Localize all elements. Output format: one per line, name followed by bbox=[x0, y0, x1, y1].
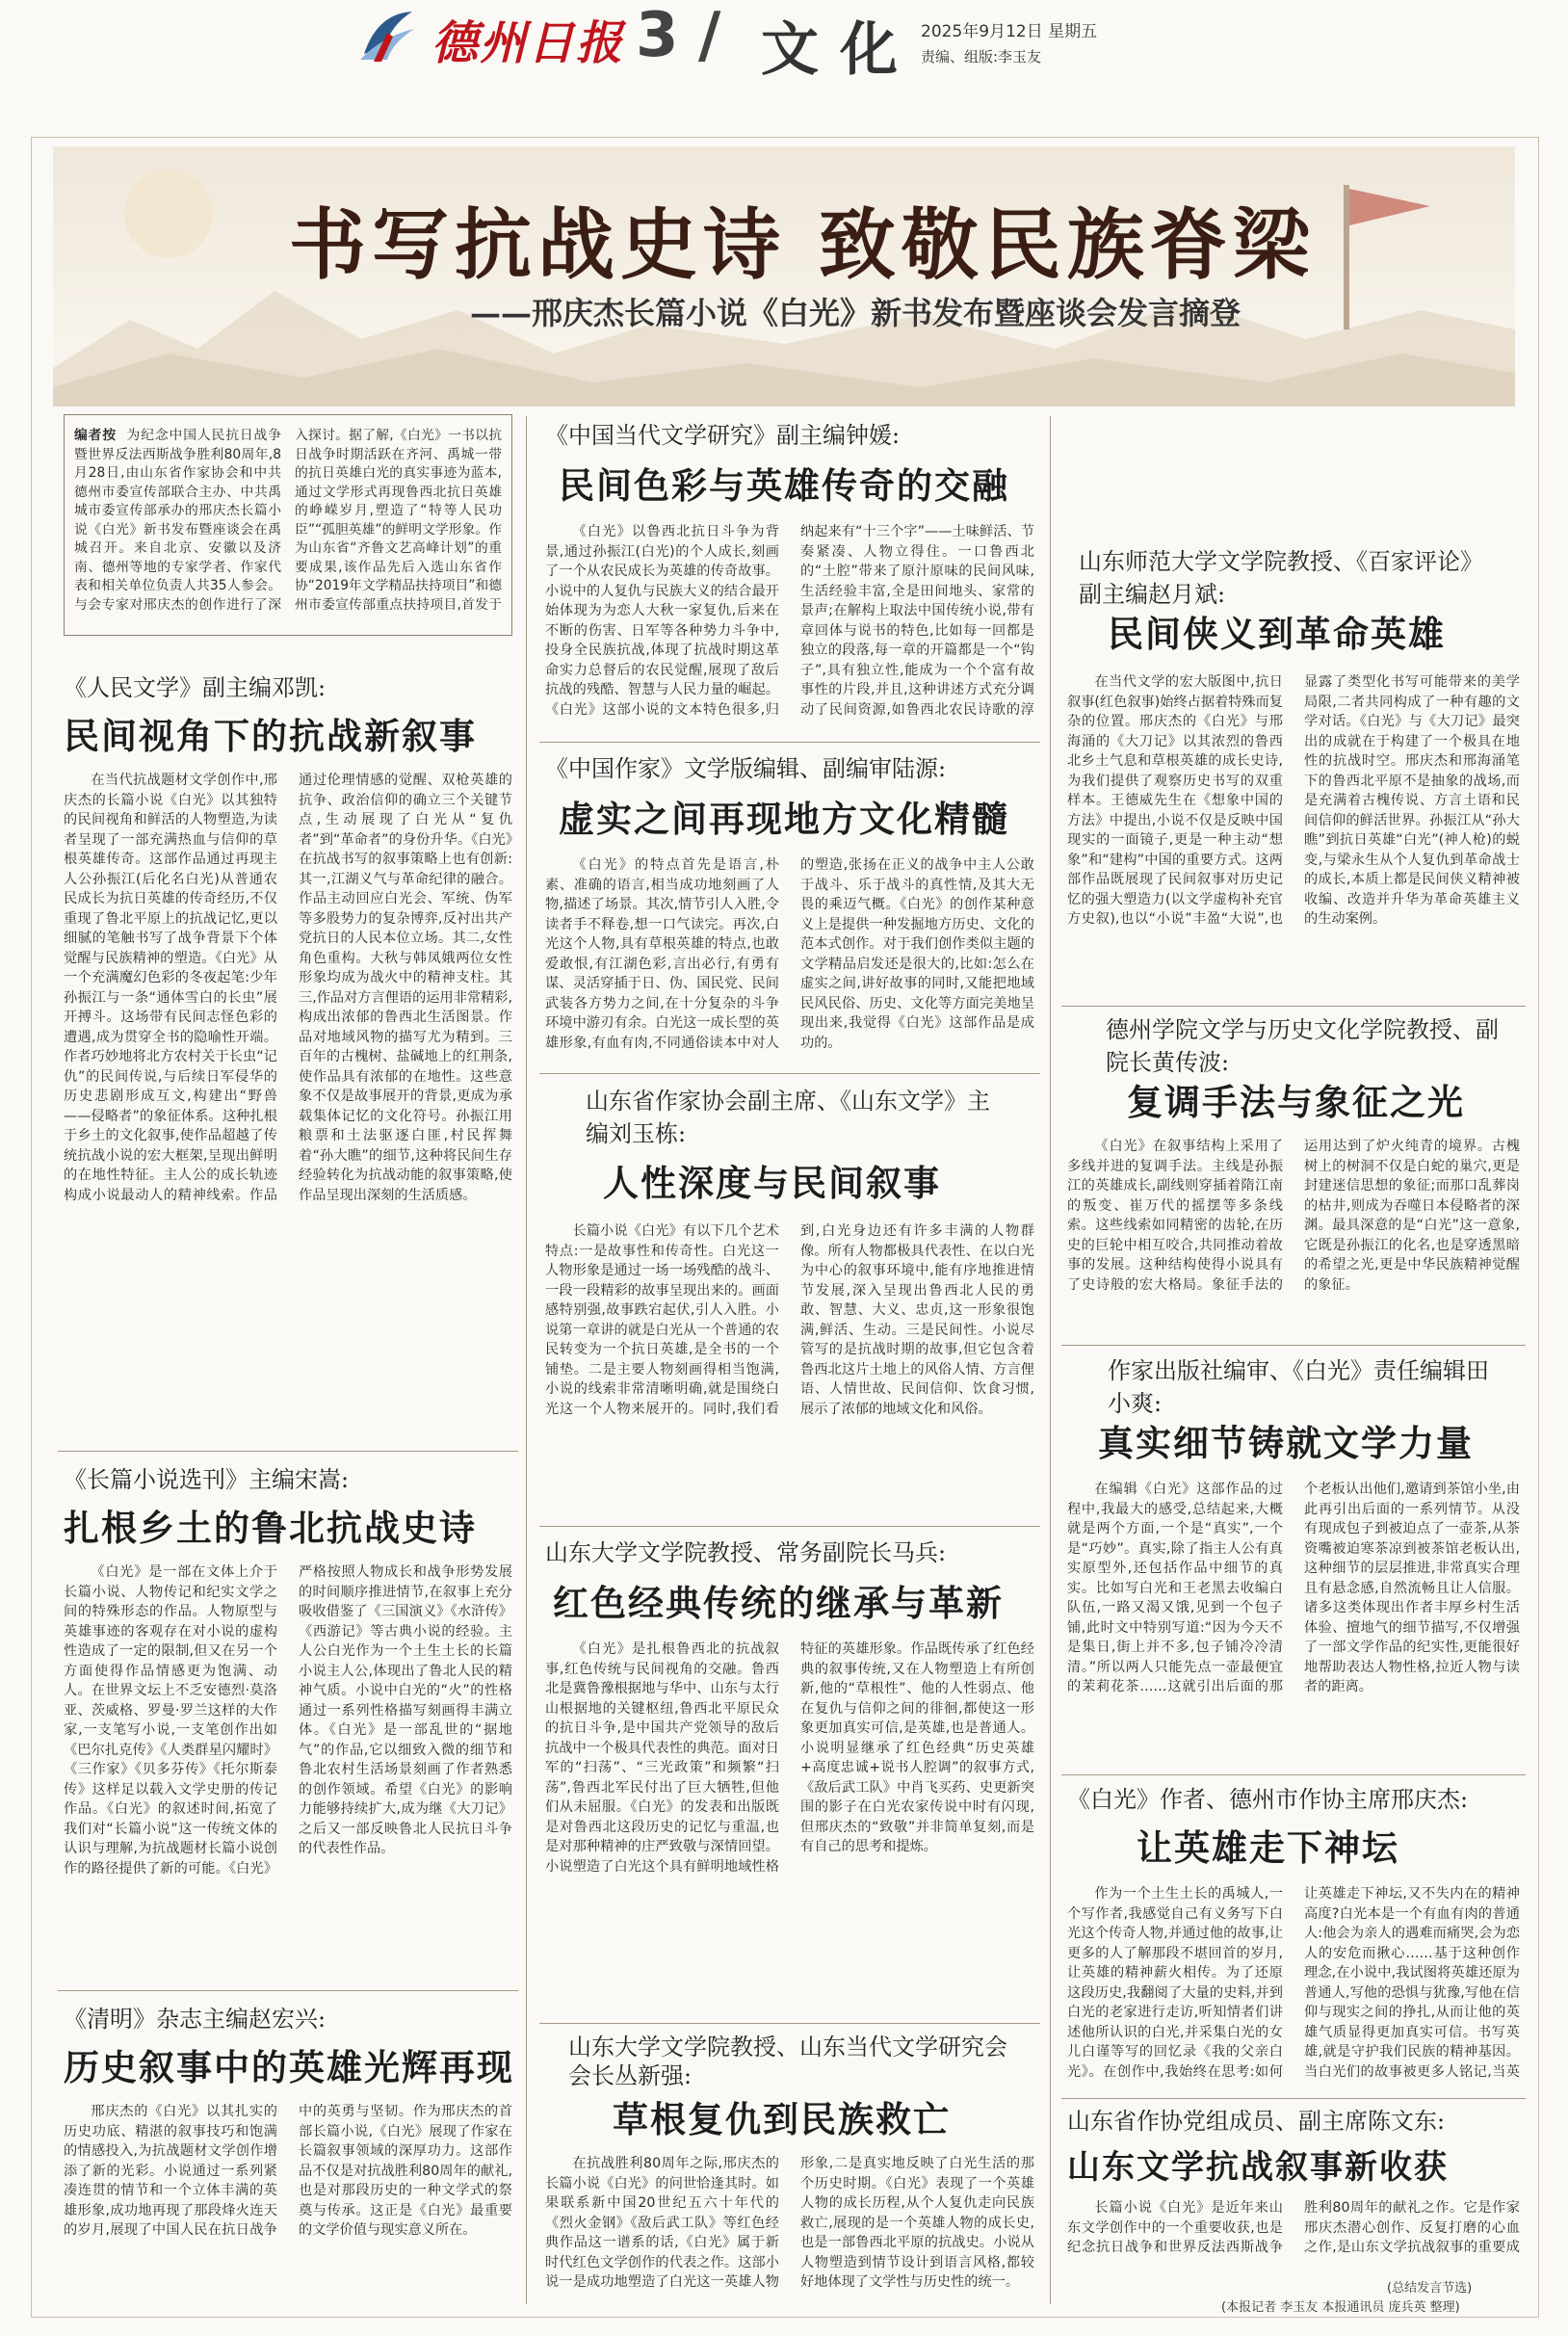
article-divider bbox=[58, 1451, 518, 1452]
banner-title: 书写抗战史诗 致敬民族脊梁 bbox=[289, 199, 1316, 290]
article-kicker: 《中国作家》文学版编辑、副编审陆源: bbox=[545, 755, 947, 782]
article-body: 《白光》在叙事结构上采用了多线并进的复调手法。主线是孙振江的英雄成长,副线则穿插着隋江南的叛变、崔万代的摇摆等多条线索。这些线索如同精密的齿轮,在历史的巨轮中相互咬合,共同推动着故事的发展。这种结构使得小说具有了史诗般的宏大格局。象征手法的运用达到了炉火纯青的境界。古槐树上的树洞不仅是白蛇的巢穴,更是封建迷信思想的象征;而那口乱葬岗的枯井,则成为吞噬日本侵略者的深渊。最具深意的是“白光”这一意象,它既是孙振江的化名,也是穿透黑暗的希望之光,更是中华民族精神觉醒的象征。 bbox=[1067, 1139, 1520, 1293]
editor-note bbox=[64, 414, 512, 636]
article-headline: 民间视角下的抗战新叙事 bbox=[64, 715, 477, 757]
column-rule-2 bbox=[1050, 416, 1051, 2304]
newspaper-logo-icon bbox=[358, 8, 418, 64]
banner-subtitle: ——邢庆杰长篇小说《白光》新书发布暨座谈会发言摘登 bbox=[470, 295, 1241, 331]
article-divider bbox=[1061, 2098, 1526, 2099]
article-kicker: 山东省作家协会副主席、《山东文学》主编刘玉栋: bbox=[586, 1088, 990, 1147]
article-body: 《白光》是一部在文体上介于长篇小说、人物传记和纪实文学之间的特殊形态的作品。人物原型与英雄事迹的客观存在对小说的虚构性造成了一定的限制,但又在另一个方面使得作品情感更为饱满、动人。在世界文坛上不乏安德烈·莫洛亚、茨威格、罗曼·罗兰这样的大作家,一支笔写小说,一支笔创作出如《巴尔扎克传》《人类群星闪耀时》《三作家》《贝多芬传》《托尔斯泰传》这样足以载入文学史册的传记作品。《白光》的叙述时间,拓宽了我们对“长篇小说”这一传统文体的认识与理解,为抗战题材长篇小说创作的路径提供了新的可能。《白光》严格按照人物成长和战争形势发展的时间顺序推进情节,在叙事上充分吸收借鉴了《三国演义》《水浒传》《西游记》等古典小说的经验。主人公白光作为一个土生土长的长篇小说主人公,体现出了鲁北人民的精神气质。小说中白光的“火”的性格通过一系列性格描写刻画得丰满立体。《白光》是一部乱世的“据地气”的作品,它以细致入微的细节和鲁北农村生活场景刻画了作者熟悉的创作领域。希望《白光》的影响力能够持续扩大,成为继《大刀记》之后又一部反映鲁北人民抗日斗争的代表性作品。 bbox=[64, 1564, 512, 1877]
article-divider bbox=[58, 1990, 518, 1991]
article-divider bbox=[1061, 1774, 1526, 1775]
article-kicker: 《长篇小说选刊》主编宋嵩: bbox=[64, 1466, 350, 1493]
article-divider bbox=[1061, 1006, 1526, 1007]
article-headline: 让英雄走下神坛 bbox=[1137, 1826, 1399, 1869]
article-body: 《白光》的特点首先是语言,朴素、准确的语言,相当成功地刻画了人物,描述了场景。其次,情节引人入胜,令读者手不释卷,想一口气读完。再次,白光这个人物,具有草根英雄的特点,也敢爱敢恨,有江湖色彩,言出必行,有勇有谋、灵活穿插于日、伪、国民党、民间武装各方势力之间,在十分复杂的斗争环境中游刃有余。白光这一成长型的英雄形象,有血有肉,不同通俗读本中对人的塑造,张扬在正义的战争中主人公敢于战斗、乐于战斗的真性情,及其大无畏的乘迈气概。《白光》的创作某种意义上是提供一种发掘地方历史、文化的范本式创作。对于我们创作类似主题的文学精品启发还是很大的,比如:怎么在虚实之间,讲好故事的同时,又能把地域民风民俗、历史、文化等方面完美地呈现出来,我觉得《白光》这部作品是成功的。 bbox=[545, 857, 1034, 1051]
article-headline: 历史叙事中的英雄光辉再现 bbox=[64, 2046, 514, 2088]
article-kicker: 《中国当代文学研究》副主编钟媛: bbox=[545, 422, 901, 449]
article-headline: 复调手法与象征之光 bbox=[1127, 1081, 1465, 1123]
article-body: 长篇小说《白光》是近年来山东文学创作中的一个重要收获,也是纪念抗日战争和世界反法西斯战争胜利80周年的献礼之作。它是作家邢庆杰潜心创作、反复打磨的心血之作,是山东文学抗战叙事的重要成 bbox=[1067, 2200, 1520, 2255]
article-kicker: 山东师范大学文学院教授、《百家评论》副主编赵月斌: bbox=[1079, 548, 1483, 608]
masthead bbox=[0, 0, 1568, 84]
article-headline: 真实细节铸就文学力量 bbox=[1098, 1422, 1474, 1464]
article-kicker: 《清明》杂志主编赵宏兴: bbox=[64, 2006, 327, 2033]
page-separator: / bbox=[698, 0, 721, 71]
issue-date: 2025年9月12日 星期五 bbox=[921, 22, 1098, 41]
editor-note-text: 为纪念中国人民抗日战争暨世界反法西斯战争胜利80周年,8月28日,由山东省作家协会和中共德州市委宣传部联合主办、中共禹城市委宣传部承办的邢庆杰长篇小说《白光》新书发布暨座谈会在禹城召开。来自北京、安徽以及济南、德州等地的专家学者、作家代表和相关单位负责人共35人参会。与会专家对邢庆杰的创作进行了深入探讨。据了解,《白光》一书以抗日战争时期活跃在齐河、禹城一带的抗日英雄白光的真实事迹为蓝本,通过文学形式再现鲁西北抗日英雄的峥嵘岁月,塑造了“特等人民功臣”“孤胆英雄”的鲜明文学形象。作为山东省“齐鲁文艺高峰计划”的重要成果,该作品先后入选山东省作协“2019年文学精品扶持项目”和德州市委宣传部重点扶持项目,首发于 bbox=[74, 428, 502, 613]
article-body: 邢庆杰的《白光》以其扎实的历史功底、精湛的叙事技巧和饱满的情感投入,为抗战题材文学创作增添了新的光彩。小说通过一系列紧凑连贯的情节和一个立体丰满的英雄形象,成功地再现了那段烽火连天的岁月,展现了中国人民在抗日战争中的英勇与坚韧。作为邢庆杰的首部长篇小说,《白光》展现了作家在长篇叙事领域的深厚功力。这部作品不仅是对抗战胜利80周年的献礼,也是对那段历史的一种文学式的祭奠与传承。这正是《白光》最重要的文学价值与现实意义所在。 bbox=[64, 2104, 512, 2238]
article-divider bbox=[1061, 1345, 1526, 1346]
article-divider bbox=[539, 742, 1040, 743]
article-headline: 民间侠义到革命英雄 bbox=[1108, 613, 1446, 655]
article-headline: 人性深度与民间叙事 bbox=[603, 1162, 941, 1204]
article-body: 在编辑《白光》这部作品的过程中,我最大的感受,总结起来,大概就是两个方面,一个是“真实”,一个是“巧妙”。真实,除了指主人公有真实原型外,还包括作品中细节的真实。比如写白光和王老黑去收编白队伍,一路又渴又饿,见到一个包子铺,此时文中特别写道:“因为今天不是集日,街上并不多,包子铺冷冷清清。”所以两人只能先点一壶最便宜的茉莉花茶……这就引出后面的那个老板认出他们,邀请到茶馆小坐,由此再引出后面的一系列情节。从没有现成包子到被迫点了一壶茶,从茶资嘴被迫寒茶凉到被茶馆老板认出,这种细节的层层推进,非常真实合理且有悬念感,自然流畅且让人信服。诸多这类体现出作者丰厚乡村生活体验、擅地气的细节描写,不仅增强了一部文学作品的纪实性,更能很好地帮助表达人物性格,拉近人物与读者的距离。 bbox=[1067, 1482, 1520, 1694]
paper-name: 德州日报 bbox=[431, 16, 625, 70]
article-divider bbox=[539, 1073, 1040, 1074]
article-body: 长篇小说《白光》有以下几个艺术特点:一是故事性和传奇性。白光这一人物形象是通过一场一场残酷的战斗、一段一段精彩的故事呈现出来的。画面感特别强,故事跌宕起伏,引人入胜。小说第一章讲的就是白光从一个普通的农民转变为一个抗日英雄,是全书的一个铺垫。二是主要人物刻画得相当饱满,小说的线索非常清晰明确,就是围绕白光这一个人物来展开的。同时,我们看到,白光身边还有许多丰满的人物群像。所有人物都极具代表性、在以白光为中心的叙事环境中,能有序地推进情节发展,深入呈现出鲁西北人民的勇敢、智慧、大义、忠贞,这一形象很饱满,鲜活、生动。三是民间性。小说尽管写的是抗战时期的故事,但它包含着鲁西北这片土地上的风俗人情、方言俚语、人情世故、民间信仰、饮食习惯,展示了浓郁的地域文化和风俗。 bbox=[545, 1223, 1034, 1417]
article-divider bbox=[539, 2023, 1040, 2024]
article-kicker: 《白光》作者、德州市作协主席邢庆杰: bbox=[1067, 1786, 1469, 1813]
article-divider bbox=[539, 1526, 1040, 1527]
byline: (本报记者 李玉友 本报通讯员 庞兵英 整理) bbox=[1221, 2300, 1460, 2315]
editor-note-label: 编者按 bbox=[74, 428, 118, 443]
article-body: 在抗战胜利80周年之际,邢庆杰的长篇小说《白光》的问世恰逢其时。如果联系新中国20世纪五六十年代的《烈火金钢》《敌后武工队》等红色经典作品这一谱系的话,《白光》属于新时代红色文学创作的代表之作。这部小说一是成功地塑造了白光这一英雄人物形象,二是真实地反映了白光生活的那个历史时期。《白光》表现了一个英雄人物的成长历程,从个人复仇走向民族救亡,展现的是一个英雄人物的成长史,也是一部鲁西北平原的抗战史。小说从人物塑造到情节设计到语言风格,都较好地体现了文学性与历史性的统一。 bbox=[545, 2156, 1034, 2290]
article-headline: 虚实之间再现地方文化精髓 bbox=[559, 798, 1009, 840]
article-body: 《白光》是扎根鲁西北的抗战叙事,红色传统与民间视角的交融。鲁西北是冀鲁豫根据地与华中、山东与太行山根据地的关键枢纽,鲁西北平原民众的抗日斗争,是中国共产党领导的敌后抗战中一个极具代表性的典范。面对日军的“扫荡”、“三光政策”和频繁“扫荡”,鲁西北军民付出了巨大牺牲,但他们从未屈服。《白光》的发表和出版既是对鲁西北这段历史的记忆与重温,也是对那种精神的庄严致敬与深情回望。小说塑造了白光这个具有鲜明地域性格特征的英雄形象。作品既传承了红色经典的叙事传统,又在人物塑造上有所创新,他的“草根性”、他的人性弱点、他在复仇与信仰之间的徘徊,都使这一形象更加真实可信,是英雄,也是普通人。小说明显继承了红色经典“历史英雄+高度忠诚+说书人腔调”的叙事方式,《敌后武工队》中肖飞买药、史更新突围的影子在白光农家传说中时有闪现,但邢庆杰的“致敬”并非简单复刻,而是有自己的思考和提炼。 bbox=[545, 1641, 1034, 1875]
article-headline: 民间色彩与英雄传奇的交融 bbox=[559, 464, 1009, 507]
section-name: 文化 bbox=[761, 16, 919, 84]
article-kicker: 山东大学文学院教授、常务副院长马兵: bbox=[545, 1539, 947, 1566]
article-body: 《白光》以鲁西北抗日斗争为背景,通过孙振江(白光)的个人成长,刻画了一个从农民成长为英雄的传奇故事。小说中的人复仇与民族大义的结合最开始体现为为恋人大秋一家复仇,后来在不断的伤害、日军等各种势力斗争中,投身全民族抗战,体现了抗战时期这革命实力总督后的农民觉醒,展现了敌后抗战的残酷、智慧与人民力量的崛起。《白光》这部小说的文本特色很多,归纳起来有“十三个字”——土味鲜活、节奏紧凑、人物立得住。一口鲁西北的“土腔”带来了原汁原味的民间风味,生活经验丰富,全是田间地头、家常的景声;在解构上取法中国传统小说,带有章回体与说书的特色,比如每一回都是独立的段落,每一章的开篇都是一个“钩子”,具有独立性,能成为一个个富有故事性的片段,并且,这种讲述方式充分调动了民间资源,如鲁西北农民诗歌的淳 bbox=[545, 524, 1034, 718]
page-editor: 责编、组版:李玉友 bbox=[921, 48, 1042, 66]
page-number: 3 bbox=[636, 0, 679, 71]
article-kicker: 山东省作协党组成员、副主席陈文东: bbox=[1067, 2108, 1446, 2135]
article-body: 在当代文学的宏大版图中,抗日叙事(红色叙事)始终占据着特殊而复杂的位置。邢庆杰的《白光》与邢海涌的《大刀记》以其浓烈的鲁西北乡土气息和草根英雄的成长史诗,为我们提供了观察历史书写的双重样本。王德威先生在《想象中国的方法》中提出,小说不仅是反映中国现实的一面镜子,更是一种主动“想象”和“建构”中国的重要方式。这两部作品既展现了民间叙事对历史记忆的强大塑造力(以文学虚构补充官方史叙),也以“小说”丰盈“大说”,也显露了类型化书写可能带来的美学局限,二者共同构成了一种有趣的文学对话。《白光》与《大刀记》最突出的成就在于构建了一个极具在地性的抗战时空。邢庆杰和邢海涌笔下的鲁西北平原不是抽象的战场,而是充满着古槐传说、方言土语和民间信仰的鲜活世界。孙振江从“孙大瞧”到抗日英雄“白光”(神人枪)的蜕变,与梁永生从个人复仇到革命战士的成长,本质上都是民间侠义精神被收编、改造并升华为革命英雄主义的生动案例。 bbox=[1067, 674, 1520, 927]
article-kicker: 山东大学文学院教授、山东当代文学研究会会长丛新强: bbox=[568, 2034, 1007, 2089]
article-kicker: 作家出版社编审、《白光》责任编辑田小爽: bbox=[1108, 1357, 1489, 1417]
article-headline: 草根复仇到民族救亡 bbox=[613, 2098, 951, 2140]
column-rule-1 bbox=[526, 416, 527, 2304]
article-kicker: 《人民文学》副主编邓凯: bbox=[64, 674, 327, 701]
article-body: 作为一个土生土长的禹城人,一个写作者,我感觉自己有义务写下白光这个传奇人物,并通过他的故事,让更多的人了解那段不堪回首的岁月,让英雄的精神薪火相传。为了还原这段历史,我翻阅了大量的史料,并到白光的老家进行走访,听知情者们讲述他所认识的白光,并采集白光的女儿白谨等写的回忆录《我的父亲白光》。在创作中,我始终在思考:如何让英雄走下神坛,又不失内在的精神高度?白光本是一个有血有肉的普通人:他会为亲人的遇难而痛哭,会为恋人的安危而揪心……基于这种创作理念,在小说中,我试图将英雄还原为普通人,写他的恐惧与犹豫,写他在信仰与现实之间的挣扎,从而让他的英雄气质显得更加真实可信。书写英雄,就是守护我们民族的精神基因。当白光们的故事被更多人铭记,当英 bbox=[1067, 1886, 1520, 2080]
article-body: 在当代抗战题材文学创作中,邢庆杰的长篇小说《白光》以其独特的民间视角和鲜活的人物塑造,为读者呈现了一部充满热血与信仰的草根英雄传奇。这部作品通过再现主人公孙振江(后化名白光)从普通农民成长为抗日英雄的传奇经历,不仅重现了鲁北平原上的抗战记忆,更以细腻的笔触书写了战争背景下个体觉醒与民族精神的塑造。《白光》从一个充满魔幻色彩的冬夜起笔:少年孙振江与一条“通体雪白的长虫”展开搏斗。这场带有民间志怪色彩的遭遇,成为贯穿全书的隐喻性开端。作者巧妙地将北方农村关于长虫“记仇”的民间传说,与后续日军侵华的历史悲剧形成互文,构建出“野兽——侵略者”的象征体系。这种扎根于乡土的文化叙事,使作品超越了传统抗战小说的宏大框架,呈现出鲜明的在地性特征。主人公的成长轨迹构成小说最动人的精神线索。作品通过伦理情感的觉醒、双枪英雄的抗争、政治信仰的确立三个关键节点,生动展现了白光从“复仇者”到“革命者”的身份升华。《白光》在抗战书写的叙事策略上也有创新:其一,江湖义气与革命纪律的融合。作品主动回应白光会、军统、伪军等多股势力的复杂博弈,反衬出共产党抗日的人民本位立场。其二,女性角色重构。大秋与韩凤娥两位女性形象均成为战火中的精神支柱。其三,作品对方言俚语的运用非常精彩,构成出浓郁的鲁西北生活图景。作品对地域风物的描写尤为精到。三百年的古槐树、盐碱地上的红荆条,使作品具有浓郁的在地性。这些意象不仅是故事展开的背景,更成为承载集体记忆的文化符号。孙振江用粮票和土法驱逐白匪,村民挥舞着“孙大瞧”的细节,这种将民间生存经验转化为抗战动能的叙事策略,使作品呈现出深刻的生活质感。 bbox=[64, 773, 512, 1203]
article-headline: 红色经典传统的继承与革新 bbox=[553, 1582, 1004, 1624]
summary-note: (总结发言节选) bbox=[1387, 2281, 1473, 2296]
article-kicker: 德州学院文学与历史文化学院教授、副院长黄传波: bbox=[1106, 1016, 1499, 1076]
article-headline: 山东文学抗战叙事新收获 bbox=[1067, 2148, 1449, 2187]
article-headline: 扎根乡土的鲁北抗战史诗 bbox=[64, 1507, 477, 1549]
